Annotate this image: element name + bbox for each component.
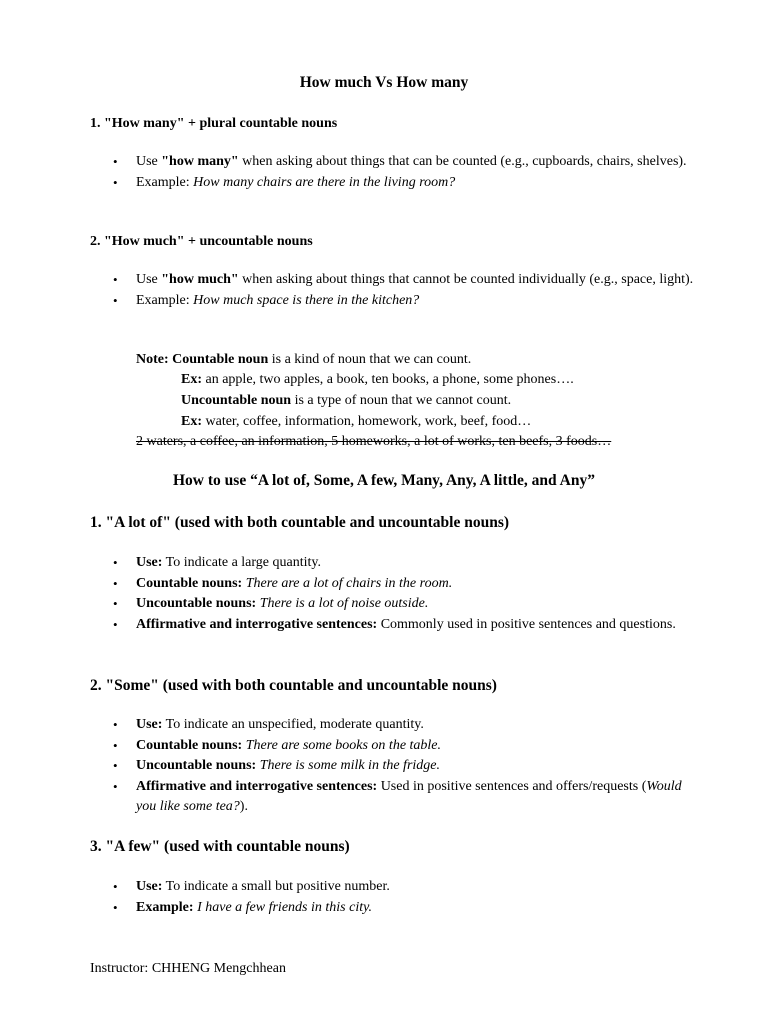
a-lot-of-list bbox=[90, 553, 700, 635]
some-list bbox=[90, 715, 700, 818]
section-how-many-heading: 1. "How many" + plural countable nouns bbox=[90, 116, 338, 131]
section-title-quantifiers: How to use “A lot of, Some, A few, Many, Any, A little, and Any” bbox=[173, 472, 595, 489]
how-much-list bbox=[90, 270, 700, 311]
list-item: • Use: To indicate a small but positive number. bbox=[90, 877, 700, 898]
a-few-list bbox=[90, 877, 700, 918]
note-countable: Note: Countable noun is a kind of noun that we can count. bbox=[136, 352, 472, 367]
page-title: How much Vs How many bbox=[299, 74, 469, 91]
list-item: • Uncountable nouns: There is some milk in the fridge. bbox=[90, 756, 700, 777]
footer-instructor: Instructor: CHHENG Mengchhean bbox=[90, 961, 286, 976]
note-uncountable-example: Ex: water, coffee, information, homework, work, beef, food… bbox=[181, 414, 532, 429]
list-item: • Affirmative and interrogative sentences: Commonly used in positive sentences and questions. bbox=[90, 615, 700, 636]
list-item: • Example: How much space is there in the kitchen? bbox=[90, 291, 700, 312]
list-item: • Countable nouns: There are some books on the table. bbox=[90, 736, 700, 757]
how-many-list bbox=[90, 152, 700, 193]
list-item: • Affirmative and interrogative sentences: Used in positive sentences and offers/requests (Would you like some tea?). bbox=[90, 777, 700, 818]
list-item: • Example: I have a few friends in this city. bbox=[90, 898, 700, 919]
list-item: • Use: To indicate an unspecified, moderate quantity. bbox=[90, 715, 700, 736]
list-item: • Use "how many" when asking about things that can be counted (e.g., cupboards, chairs, shelves). bbox=[90, 152, 700, 173]
list-item: • Use "how much" when asking about things that cannot be counted individually (e.g., space, light). bbox=[90, 270, 700, 291]
list-item: • Example: How many chairs are there in the living room? bbox=[90, 173, 700, 194]
incorrect-examples: 2 waters, a coffee, an information, 5 homeworks, a lot of works, ten beefs, 3 foods… bbox=[136, 434, 612, 449]
section-some-heading: 2. "Some" (used with both countable and uncountable nouns) bbox=[90, 677, 497, 694]
note-uncountable: Uncountable noun is a type of noun that we cannot count. bbox=[181, 393, 512, 408]
note-countable-example: Ex: an apple, two apples, a book, ten books, a phone, some phones…. bbox=[181, 372, 574, 387]
section-how-much-heading: 2. "How much" + uncountable nouns bbox=[90, 234, 313, 249]
list-item: • Countable nouns: There are a lot of chairs in the room. bbox=[90, 574, 700, 595]
list-item: • Uncountable nouns: There is a lot of noise outside. bbox=[90, 594, 700, 615]
list-item: • Use: To indicate a large quantity. bbox=[90, 553, 700, 574]
section-a-lot-of-heading: 1. "A lot of" (used with both countable and uncountable nouns) bbox=[90, 514, 510, 531]
section-a-few-heading: 3. "A few" (used with countable nouns) bbox=[90, 838, 350, 855]
